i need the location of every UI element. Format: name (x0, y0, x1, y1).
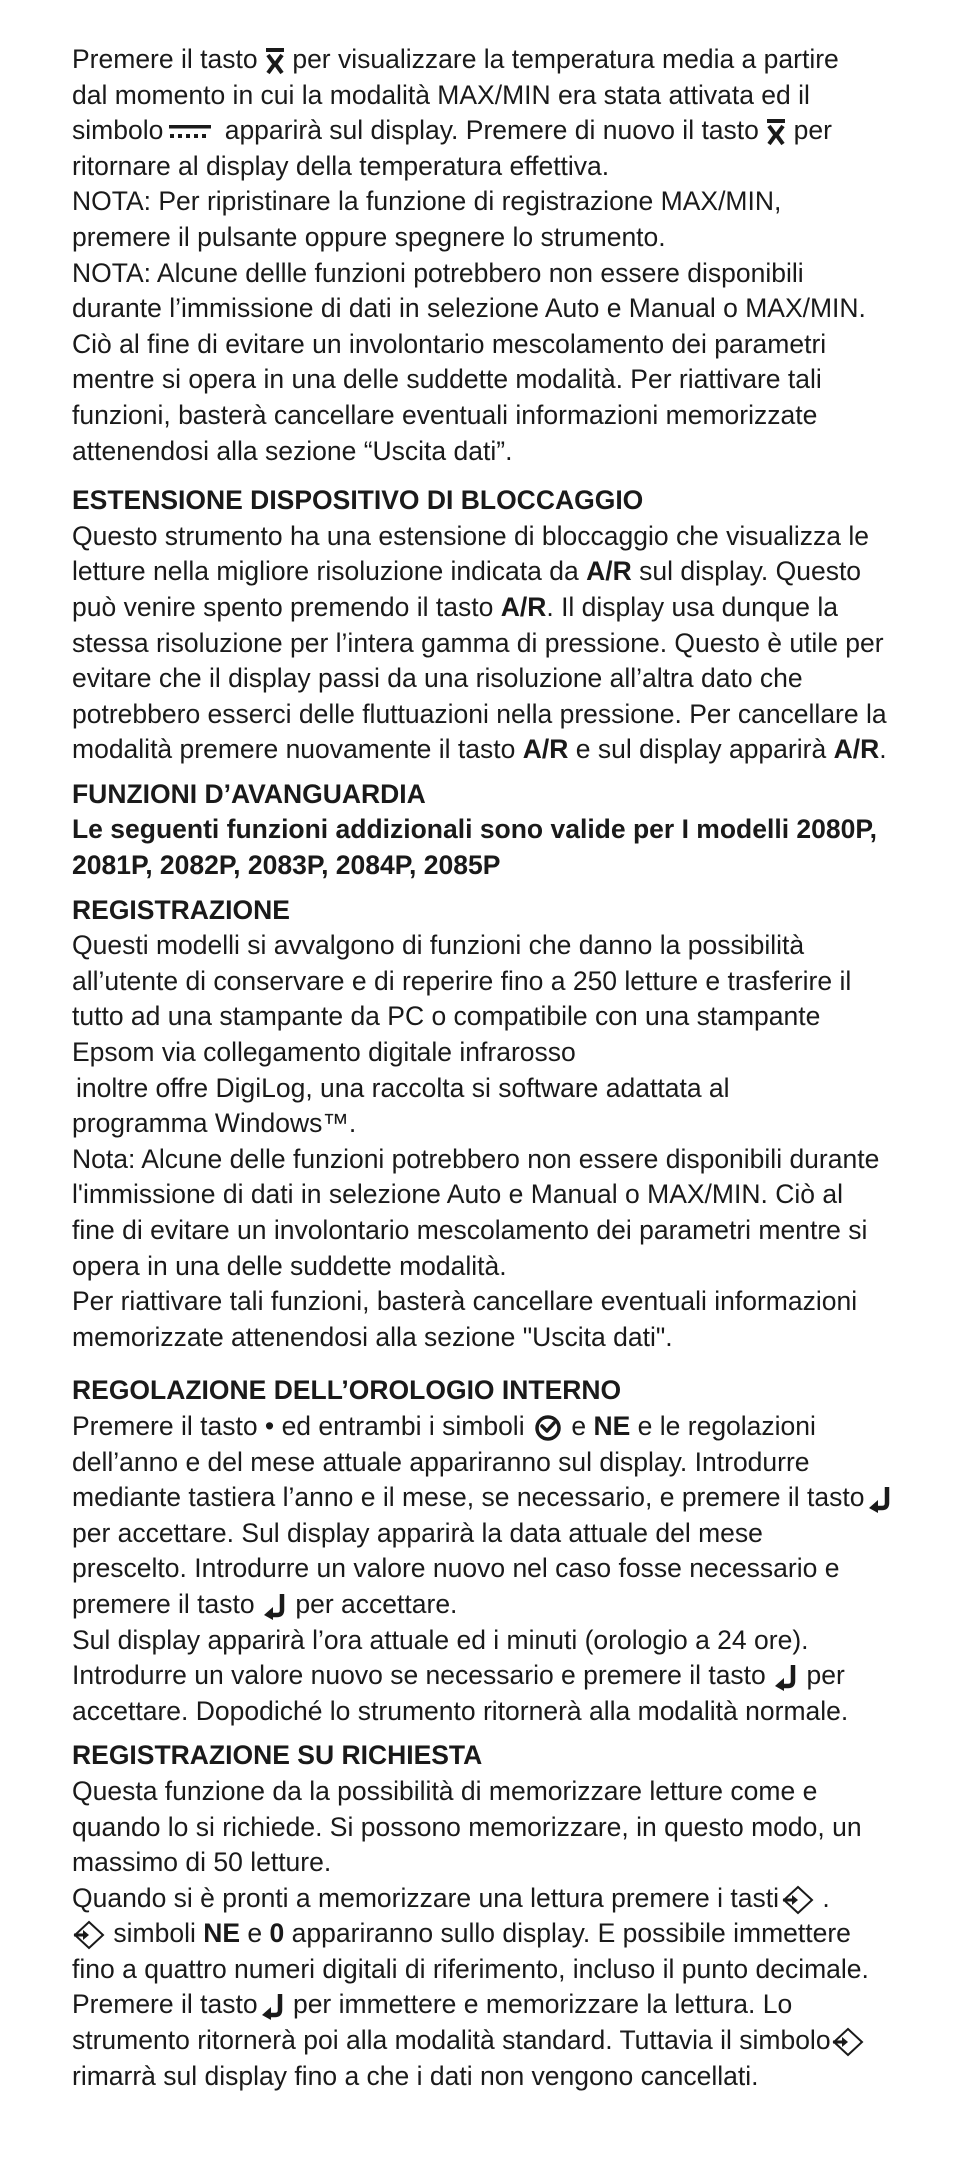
body-line (72, 1480, 902, 1516)
text: per immettere e memorizzare la lettura. Lo (292, 1989, 793, 2020)
text: strumento ritornerà poi alla modalità standard. Tuttavia il simbolo (72, 2025, 831, 2056)
note-line: l'immissione di dati in selezione Auto e Manual o MAX/MIN. Ciò al (72, 1179, 843, 1210)
note-line: attenendosi alla sezione “Uscita dati”. (72, 435, 513, 466)
lock-section (72, 483, 902, 768)
body-line: Questi modelli si avvalgono di funzioni che danno la possibilità (72, 930, 805, 961)
note-line: opera in una delle suddette modalità. (72, 1250, 507, 1281)
zero-label: 0 (269, 1918, 285, 1949)
text: letture nella migliore risoluzione indicata da (72, 556, 579, 587)
body-line: massimo di 50 letture. (72, 1847, 332, 1878)
body-line: all’utente di conservare e di reperire fino a 250 letture e trasferire il (72, 965, 852, 996)
note-line: durante l’immissione di dati in selezione Auto e Manual o MAX/MIN. (72, 293, 866, 324)
note-line: premere il pulsante oppure spegnere lo strumento. (72, 221, 666, 252)
text: . Il display usa dunque la (546, 591, 839, 622)
ar-label: A/R (586, 556, 632, 587)
models-line: Le seguenti funzioni addizionali sono valide per I modelli 2080P, (72, 814, 877, 845)
ar-label: A/R (833, 734, 880, 765)
note-line: Per riattivare tali funzioni, basterà cancellare eventuali informazioni (72, 1286, 858, 1317)
body-line: programma Windows™. (72, 1108, 357, 1139)
text: per (806, 1660, 845, 1691)
text: Quando si è pronti a memorizzare una lettura premere i tasti (72, 1882, 779, 1913)
text: e le regolazioni (637, 1410, 816, 1441)
store-diamond-icon (831, 2027, 865, 2057)
advanced-section (72, 777, 902, 884)
ne-label: NE (593, 1410, 631, 1441)
models-line: 2081P, 2082P, 2083P, 2084P, 2085P (72, 850, 501, 881)
body-line (72, 590, 902, 626)
x-bar-icon (265, 47, 285, 75)
body-line: Epsom via collegamento digitale infrarosso (72, 1037, 576, 1068)
body-line (72, 1409, 902, 1445)
body-line (72, 1916, 902, 1952)
logging-section (72, 893, 902, 1356)
text: modalità premere nuovamente il tasto (72, 734, 516, 765)
text: per (793, 115, 832, 146)
body-line: stessa risoluzione per l’intera gamma di pressione. Questo è utile per (72, 627, 884, 658)
section-heading: REGISTRAZIONE SU RICHIESTA (72, 1740, 483, 1771)
text: Premere il tasto • ed entrambi i simboli (72, 1410, 525, 1441)
text: apparirà sul display. Premere di nuovo il tasto (224, 115, 759, 146)
body-line: prescelto. Introdurre un valore nuovo nel caso fosse necessario e (72, 1553, 840, 1584)
note-line: funzioni, basterà cancellare eventuali informazioni memorizzate (72, 399, 818, 430)
text: appariranno sullo display. E possibile immettere (291, 1918, 851, 1949)
text: . (822, 1882, 830, 1913)
body-line: quando lo si richiede. Si possono memorizzare, in questo modo, un (72, 1811, 862, 1842)
body-line: evitare che il display passi da una risoluzione all’altra dato che (72, 663, 803, 694)
body-line (72, 732, 902, 768)
body-line (72, 1987, 902, 2023)
section-heading: REGOLAZIONE DELL’OROLOGIO INTERNO (72, 1375, 622, 1406)
intro-line: ritornare al display della temperatura effettiva. (72, 150, 610, 181)
note-line: Ciò al fine di evitare un involontario mescolamento dei parametri (72, 328, 827, 359)
text: simbolo (72, 115, 164, 146)
body-line: per accettare. Sul display apparirà la data attuale del mese (72, 1517, 763, 1548)
text: può venire spento premendo il tasto (72, 591, 494, 622)
store-diamond-icon (781, 1885, 815, 1915)
note-line: memorizzate attenendosi alla sezione "Uscita dati". (72, 1321, 673, 1352)
body-line (72, 1658, 902, 1694)
dotted-bar-icon (167, 121, 213, 143)
text: simboli (113, 1918, 196, 1949)
body-line: dell’anno e del mese attuale appariranno sul display. Introdurre (72, 1446, 810, 1477)
intro-section (72, 42, 902, 469)
body-line (72, 2023, 902, 2059)
body-line: rimarrà sul display fino a che i dati non vengono cancellati. (72, 2060, 759, 2091)
note-line: fine di evitare un involontario mescolamento dei parametri mentre si (72, 1215, 868, 1245)
text: mediante tastiera l’anno e il mese, se necessario, e premere il tasto (72, 1482, 865, 1513)
body-line: Sul display apparirà l’ora attuale ed i minuti (orologio a 24 ore). (72, 1624, 809, 1655)
ne-label: NE (203, 1918, 241, 1949)
body-line: inoltre offre DigiLog, una raccolta si software adattata al (76, 1072, 730, 1103)
enter-key-icon (260, 1992, 286, 2020)
store-diamond-icon (72, 1920, 106, 1950)
text: Premere il tasto (72, 44, 258, 74)
body-line (72, 1881, 902, 1917)
text: e sul display apparirà (575, 734, 827, 765)
manual-page (72, 42, 902, 2094)
body-line: Questa funzione da la possibilità di memorizzare letture come e (72, 1775, 818, 1806)
ondemand-section (72, 1738, 902, 2094)
body-line: potrebbero esserci delle fluttuazioni nella pressione. Per cancellare la (72, 698, 887, 729)
section-heading: ESTENSIONE DISPOSITIVO DI BLOCCAGGIO (72, 485, 644, 516)
text: e (247, 1918, 263, 1949)
ar-label: A/R (522, 734, 569, 765)
intro-line (72, 113, 902, 149)
enter-key-icon (867, 1485, 893, 1513)
body-line: accettare. Dopodiché lo strumento ritornerà alla modalità normale. (72, 1695, 849, 1726)
text: per visualizzare la temperatura media a partire (292, 44, 839, 74)
intro-line: dal momento in cui la modalità MAX/MIN era stata attivata ed il (72, 79, 810, 110)
text: per accettare. (295, 1588, 458, 1619)
body-line (72, 1587, 902, 1623)
clock-icon (534, 1414, 562, 1442)
note-line: NOTA: Per ripristinare la funzione di registrazione MAX/MIN, (72, 186, 782, 217)
note-line: mentre si opera in una delle suddette modalità. Per riattivare tali (72, 364, 822, 395)
text: sul display. Questo (639, 556, 862, 587)
body-line: Questo strumento ha una estensione di bloccaggio che visualizza le (72, 520, 869, 551)
clock-section (72, 1373, 902, 1729)
section-heading: REGISTRAZIONE (72, 894, 290, 925)
note-line: Nota: Alcune delle funzioni potrebbero non essere disponibili durante (72, 1143, 880, 1174)
note-line: NOTA: Alcune dellle funzioni potrebbero non essere disponibili (72, 257, 804, 288)
enter-key-icon (262, 1592, 288, 1620)
text: e (571, 1410, 587, 1441)
intro-line (72, 42, 902, 78)
body-line: tutto ad una stampante da PC o compatibile con una stampante (72, 1001, 821, 1032)
text: premere il tasto (72, 1588, 255, 1619)
ar-label: A/R (500, 591, 547, 622)
body-line: fino a quattro numeri digitali di riferimento, incluso il punto decimale. (72, 1953, 869, 1984)
text: Introdurre un valore nuovo se necessario e premere il tasto (72, 1660, 766, 1691)
text: . (879, 734, 887, 765)
section-heading: FUNZIONI D’AVANGUARDIA (72, 778, 426, 809)
enter-key-icon (773, 1663, 799, 1691)
text: Premere il tasto (72, 1989, 258, 2020)
body-line (72, 554, 902, 590)
x-bar-icon (766, 118, 786, 146)
